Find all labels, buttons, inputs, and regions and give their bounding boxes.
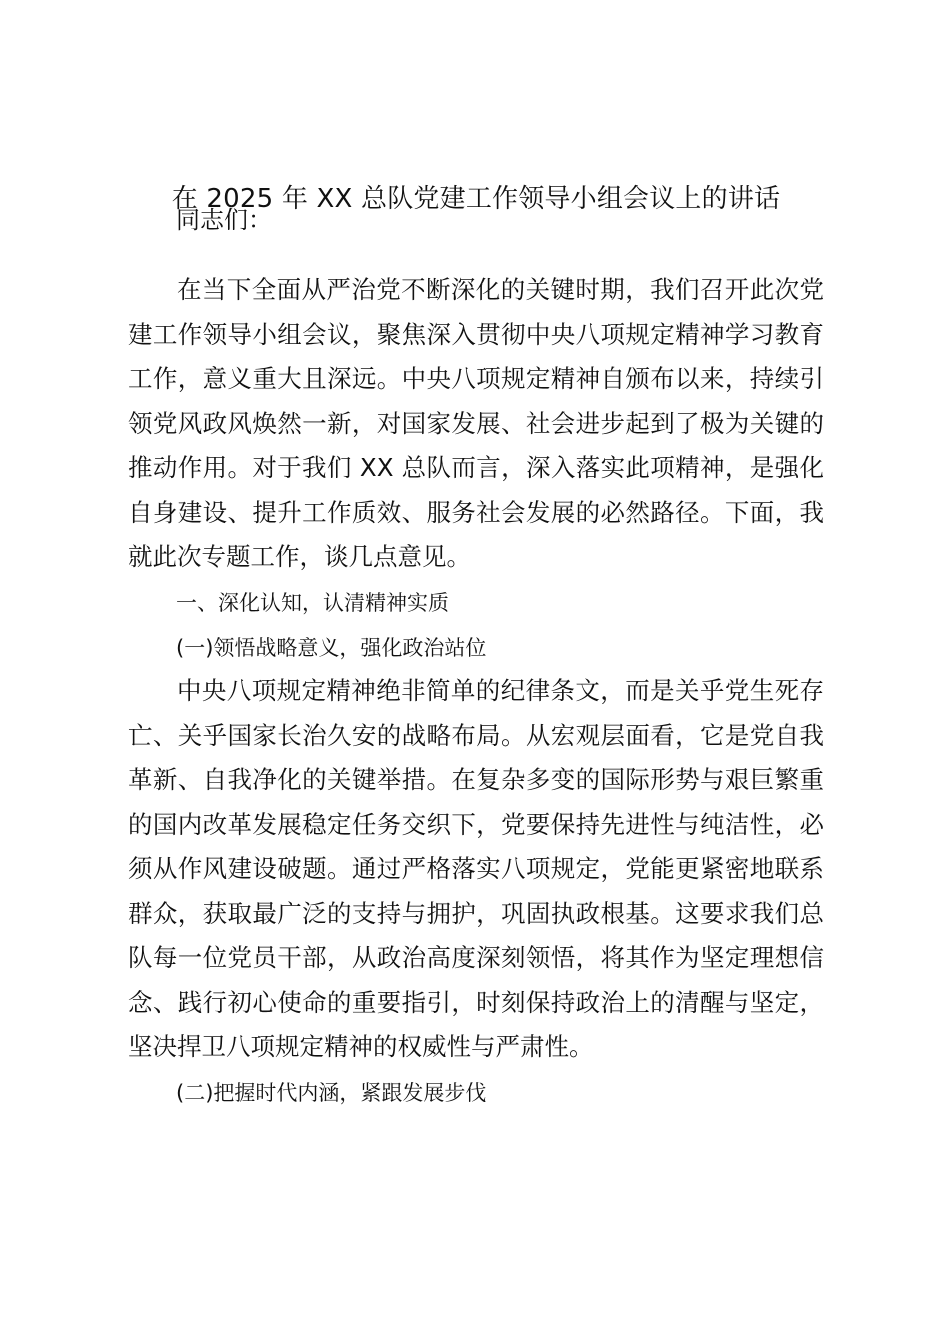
salutation: 同志们： (176, 206, 272, 234)
subsection-heading-2: (二)把握时代内涵，紧跟发展步伐 (176, 1081, 487, 1105)
paragraph-body: 中央八项规定精神绝非简单的纪律条文，而是关乎党生死存亡、关乎国家长治久安的战略布局。从宏观层面看，它是党自我革新、自我净化的关键举措。在复杂多变的国际形势与艰巨繁重的国内改革发展稳定任务交织下，党要保持先进性与纯洁性，必须从作风建设破题。通过严格落实八项规定，党能更紧密地联系群众，获取最广泛的支持与拥护，巩固执政根基。这要求我们总队每一位党员干部，从政治高度深刻领悟，将其作为坚定理想信念、践行初心使命的重要指引，时刻保持政治上的清醒与坚定，坚决捍卫八项规定精神的权威性与严肃性。 (128, 676, 824, 1061)
section-heading-1: 一、深化认知，认清精神实质 (176, 591, 449, 615)
paragraph-intro: 在当下全面从严治党不断深化的关键时期，我们召开此次党建工作领导小组会议，聚焦深入贯彻中央八项规定精神学习教育工作，意义重大且深远。中央八项规定精神自颁布以来，持续引领党风政风焕然一新，对国家发展、社会进步起到了极为关键的推动作用。对于我们 XX 总队而言，深入落实此项精神，是强化自身建设、提升工作质效、服务社会发展的必然路径。下面，我就此次专题工作，谈几点意见。 (128, 275, 824, 571)
document-title: 在 2025 年 XX 总队党建工作领导小组会议上的讲话 (171, 184, 781, 214)
subsection-heading-1: (一)领悟战略意义，强化政治站位 (176, 636, 487, 660)
